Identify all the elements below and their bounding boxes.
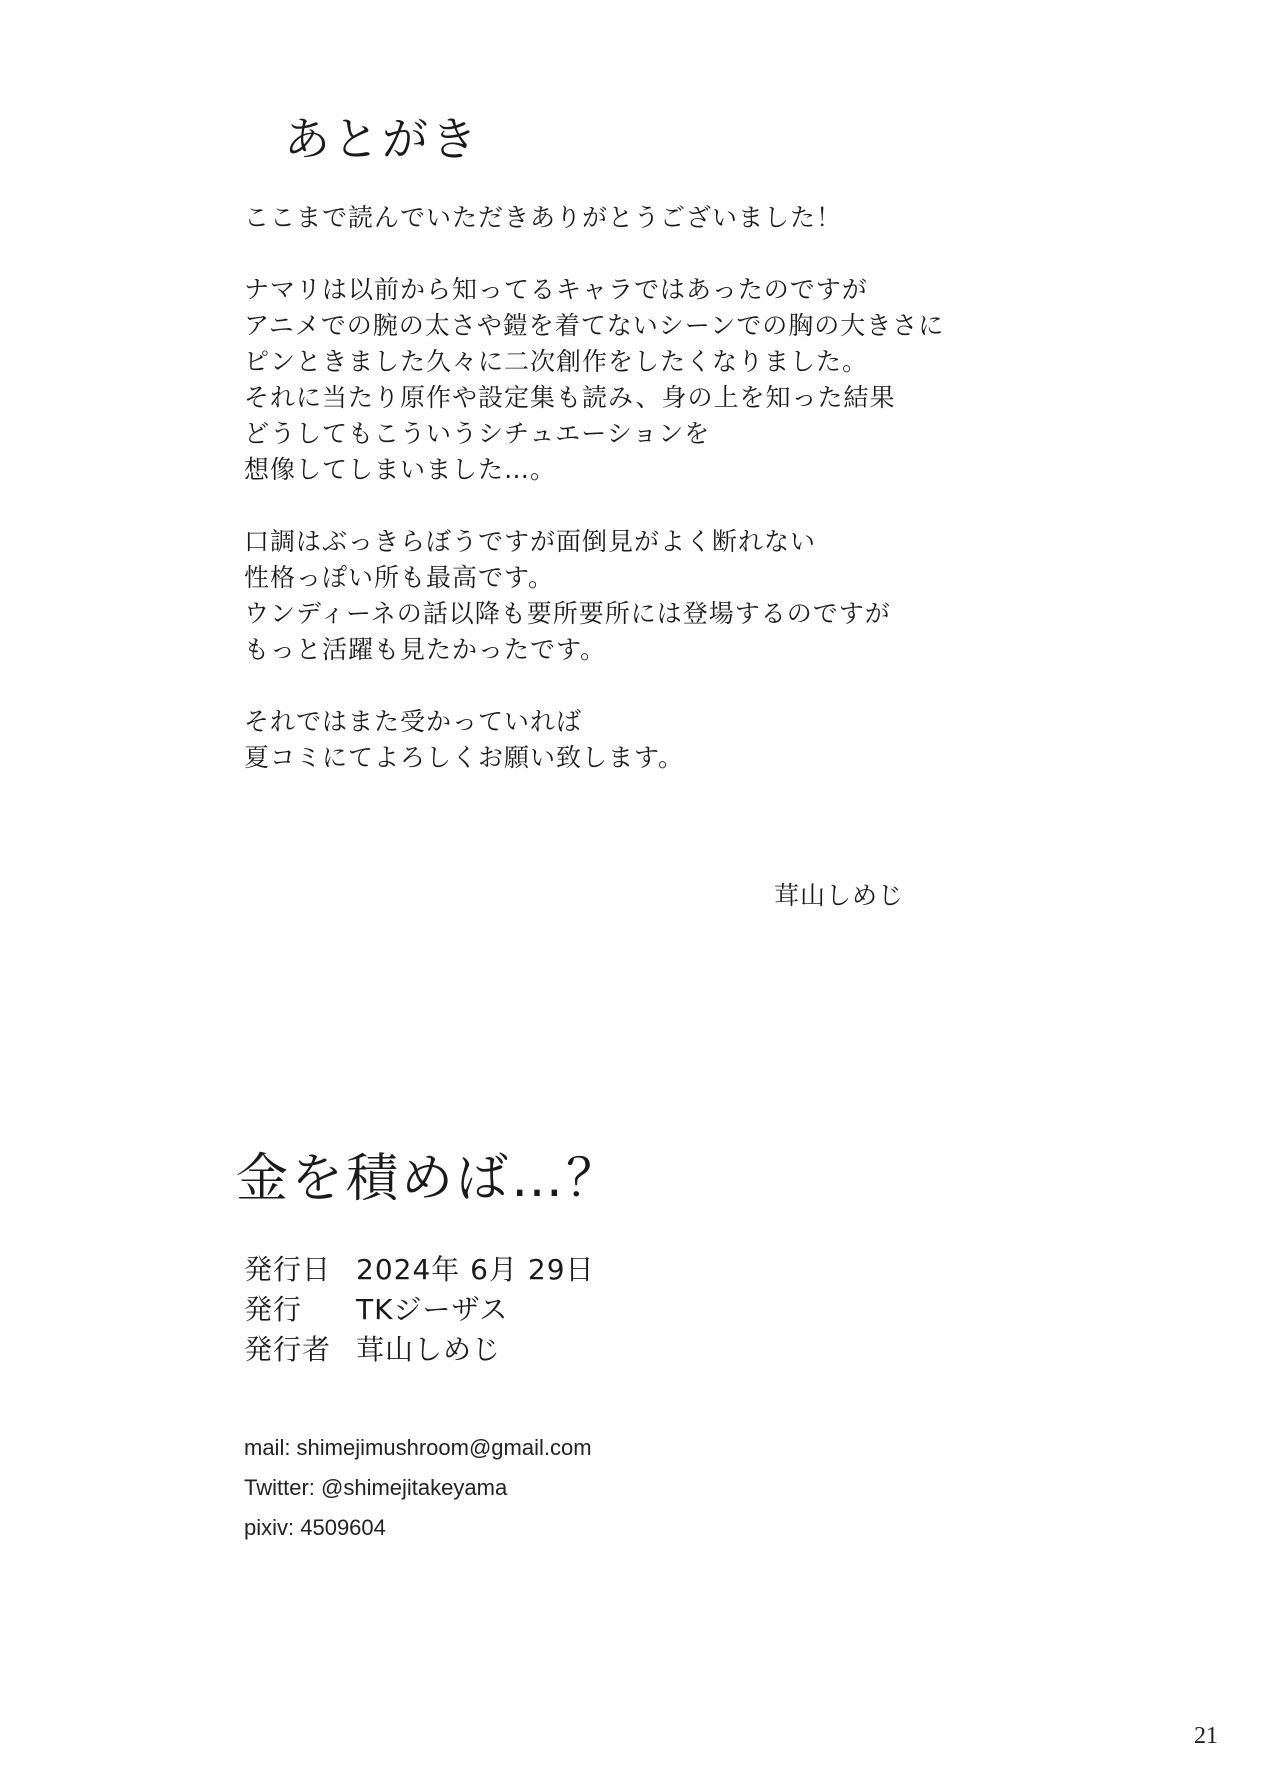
afterword-line: どうしてもこういうシチュエーションを (244, 419, 711, 448)
colophon-row-date (244, 1250, 595, 1290)
afterword-line: もっと活躍も見たかったです。 (244, 635, 607, 664)
afterword-body (244, 200, 1044, 812)
afterword-line: ナマリは以前から知ってるキャラではあったのですが (244, 275, 868, 304)
book-title: 金を積めば…？ (236, 1149, 622, 1209)
page-number: 21 (1194, 1723, 1218, 1749)
afterword-line: 性格っぽい所も最高です。 (244, 563, 555, 592)
afterword-line: アニメでの腕の太さや鎧を着てないシーンでの胸の大きさに (244, 311, 945, 340)
colophon-value: TKジーザス (356, 1293, 509, 1326)
contact-info (244, 1428, 592, 1548)
colophon (244, 1250, 595, 1370)
afterword-paragraph (244, 200, 1044, 236)
afterword-line: ウンディーネの話以降も要所要所には登場するのですが (244, 599, 891, 628)
contact-mail: mail: shimejimushroom@gmail.com (244, 1435, 592, 1460)
author-signature: 茸山しめじ (774, 881, 905, 910)
afterword-line: それに当たり原作や設定集も読み、身の上を知った結果 (244, 383, 896, 412)
afterword-heading: あとがき (284, 112, 480, 166)
contact-pixiv: pixiv: 4509604 (244, 1515, 386, 1540)
afterword-line: ここまで読んでいただきありがとうございました！ (244, 203, 843, 232)
afterword-line: 想像してしまいました…。 (244, 455, 557, 484)
colophon-label: 発行日 (244, 1253, 332, 1286)
afterword-line: 口調はぶっきらぼうですが面倒見がよく断れない (244, 527, 817, 556)
afterword-line: 夏コミにてよろしくお願い致します。 (244, 743, 685, 772)
colophon-value: 2024年 6月 29日 (356, 1253, 595, 1286)
afterword-paragraph (244, 524, 1044, 668)
contact-twitter: Twitter: @shimejitakeyama (244, 1475, 508, 1500)
afterword-paragraph (244, 272, 1044, 488)
colophon-row-publisher (244, 1290, 595, 1330)
colophon-row-issuer (244, 1330, 595, 1370)
colophon-label: 発行者 (244, 1333, 332, 1366)
afterword-line: ピンときました久々に二次創作をしたくなりました。 (244, 347, 869, 376)
colophon-value: 茸山しめじ (356, 1333, 502, 1366)
colophon-label: 発行 (244, 1293, 303, 1326)
afterword-paragraph (244, 704, 1044, 776)
afterword-line: それではまた受かっていれば (244, 707, 583, 736)
